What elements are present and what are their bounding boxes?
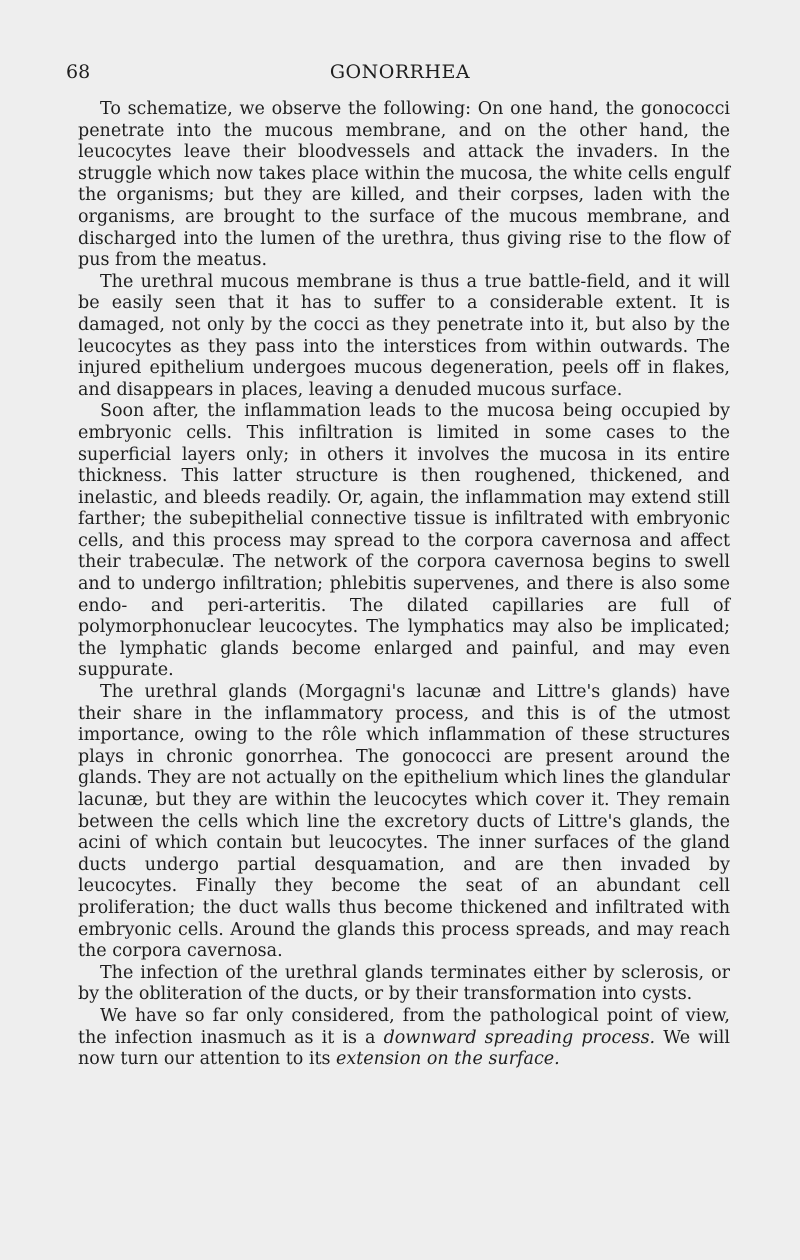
paragraph-6-italic-b: extension on the surface. (336, 1049, 560, 1070)
running-head (66, 60, 734, 84)
body-text (78, 99, 730, 1071)
paragraph-2: The urethral mucous membrane is thus a true battle-field, and it will be easily seen that it has to suffer to a considerable extent. It is damaged, not only by the cocci as they penetrate into it, but also by the leucocytes as they pass into the interstices from within outwards. The injured epithelium undergoes mucous degeneration, peels off in flakes, and disappears in places, leaving a denuded mucous surface. (78, 271, 730, 400)
paragraph-6-italic-a: downward spreading process. (383, 1027, 656, 1048)
paragraph-6 (78, 1006, 730, 1071)
running-title: GONORRHEA (329, 61, 471, 83)
paragraph-6-text-b: We will now turn our attention to its (78, 1027, 731, 1070)
paragraph-3: Soon after, the inflammation leads to the mucosa being occupied by embryonic cells. This infiltration is limited in some cases to the superficial layers only; in others it involves the mucosa in its entire thickness. This latter structure is then roughened, thickened, and inelastic, and bleeds readily. Or, again, the inflammation may extend still farther; the subepithelial connective tissue is infiltrated with embryonic cells, and this process may spread to the corpora cavernosa and affect their trabeculæ. The network of the corpora cavernosa begins to swell and to undergo infiltration; phlebitis supervenes, and there is also some endo- and peri-arteritis. The dilated capillaries are full of polymorphonuclear leucocytes. The lymphatics may also be implicated; the lymphatic glands become enlarged and painful, and may even suppurate. (78, 401, 730, 681)
paragraph-1: To schematize, we observe the following: On one hand, the gonococci penetrate into the mucous membrane, and on the other hand, the leucocytes leave their bloodvessels and attack the invaders. In the struggle which now takes place within the mucosa, the white cells engulf the organisms; but they are killed, and their corpses, laden with the organisms, are brought to the surface of the mucous membrane, and discharged into the lumen of the urethra, thus giving rise to the flow of pus from the meatus. (78, 99, 730, 271)
paragraph-4: The urethral glands (Morgagni's lacunæ and Littre's glands) have their share in the inflammatory process, and this is of the utmost importance, owing to the rôle which inflammation of these structures plays in chronic gonorrhea. The gonococci are present around the glands. They are not actually on the epithelium which lines the glandular lacunæ, but they are within the leucocytes which cover it. They remain between the cells which line the excretory ducts of Littre's glands, the acini of which contain but leucocytes. The inner surfaces of the gland ducts undergo partial desquamation, and are then invaded by leucocytes. Finally they become the seat of an abundant cell proliferation; the duct walls thus become thickened and infiltrated with embryonic cells. Around the glands this process spreads, and may reach the corpora cavernosa. (78, 682, 730, 962)
paragraph-5: The infection of the urethral glands terminates either by sclerosis, or by the obliteration of the ducts, or by their transformation into cysts. (78, 962, 730, 1005)
paragraph-6-text-a: We have so far only considered, from the pathological point of view, the infection inasmuch as it is a (78, 1005, 730, 1048)
page-number: 68 (66, 61, 91, 83)
